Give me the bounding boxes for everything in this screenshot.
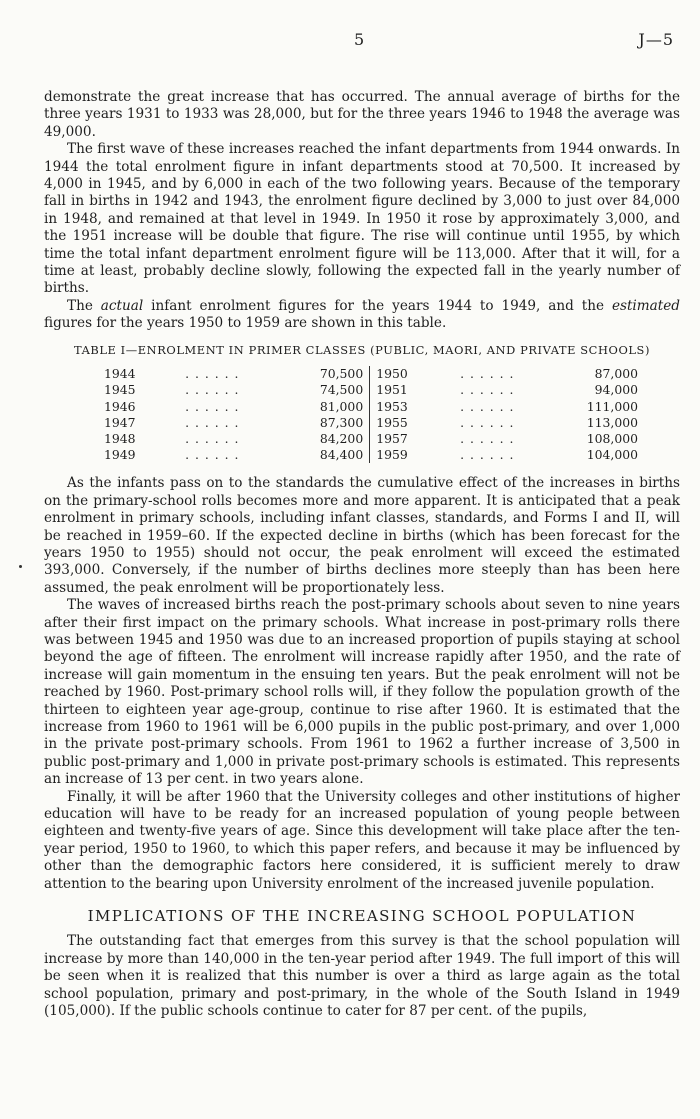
margin-mark bbox=[19, 565, 22, 568]
value-cell: 84,400 bbox=[258, 447, 370, 463]
table-row bbox=[104, 382, 644, 398]
leader-dots: . . . . . . bbox=[185, 398, 240, 414]
paragraph-4: As the infants pass on to the standards the cumulative effect of the increases in births on the primary-school rolls becomes more and more apparent. It is anticipated that a peak enrolment in primary schools, including infant classes, standards, and Forms I and II, will be reached in 1959–60. If the expected decline in births (which has been forecast for the years 1950 to 1955) should not occur, the peak enrolment will exceed the estimated 393,000. Conversely, if the number of births declines more steeply than has been here assumed, the peak enrolment will be proportionately less. bbox=[44, 475, 680, 596]
document-body bbox=[44, 89, 680, 1021]
paragraph-7: The outstanding fact that emerges from this survey is that the school population will increase by more than 140,000 in the ten-year period after 1949. The full import of this will be seen when it is realized that this number is over a third as large again as the total school population, primary and post-primary, in the whole of the South Island in 1949 (105,000). If the public schools continue to cater for 87 per cent. of the pupils, bbox=[44, 933, 680, 1020]
document-reference: J—5 bbox=[638, 30, 674, 49]
emphasis-estimated: estimated bbox=[611, 297, 680, 314]
year-cell: 1949 bbox=[104, 447, 136, 463]
leader-dots: . . . . . . bbox=[460, 447, 515, 463]
year-cell: 1946 bbox=[104, 398, 136, 414]
value-cell: 84,200 bbox=[258, 431, 370, 447]
year-cell: 1950 bbox=[376, 366, 408, 382]
value-cell: 70,500 bbox=[258, 366, 370, 382]
paragraph-3-middle: infant enrolment figures for the years 1944 to 1949, and the bbox=[143, 297, 612, 314]
value-cell: 104,000 bbox=[586, 447, 638, 463]
value-cell: 108,000 bbox=[586, 430, 638, 446]
paragraph-2: The first wave of these increases reached the infant departments from 1944 onwards. In 1944 the total enrolment figure in infant departments stood at 70,500. It increased by 4,000 in 1945, and by 6,000 in each of the two following years. Because of the temporary fall in births in 1942 and 1943, the enrolment figure declined by 3,000 to just over 84,000 in 1948, and remained at that level in 1949. In 1950 it rose by approximately 3,000, and the 1951 increase will be double that figure. The rise will continue until 1955, by which time the total infant department enrolment figure will be 113,000. After that it will, for a time at least, probably decline slowly, following the expected fall in the yearly number of births. bbox=[44, 141, 680, 297]
leader-dots: . . . . . . bbox=[460, 414, 515, 430]
year-cell: 1945 bbox=[104, 382, 136, 398]
year-cell: 1957 bbox=[376, 430, 408, 446]
value-cell: 94,000 bbox=[594, 382, 638, 398]
year-cell: 1951 bbox=[376, 382, 408, 398]
table-row bbox=[104, 399, 644, 415]
paragraph-6: Finally, it will be after 1960 that the University colleges and other institutions of higher education will have to be ready for an increased population of young people between eighteen and twenty-five years of age. Since this development will take place after the ten-year period, 1950 to 1960, to which this paper refers, and because it may be influenced by other than the demographic factors here considered, it is sufficient merely to draw attention to the bearing upon University enrolment of the increased juvenile population. bbox=[44, 788, 680, 892]
leader-dots: . . . . . . bbox=[185, 447, 240, 463]
section-heading: IMPLICATIONS OF THE INCREASING SCHOOL POPULATION bbox=[87, 907, 637, 926]
value-cell: 87,300 bbox=[258, 415, 370, 431]
year-cell: 1955 bbox=[376, 414, 408, 430]
year-cell: 1959 bbox=[376, 447, 408, 463]
table-row bbox=[104, 415, 644, 431]
year-cell: 1948 bbox=[104, 430, 136, 446]
leader-dots: . . . . . . bbox=[460, 398, 515, 414]
value-cell: 111,000 bbox=[586, 398, 638, 414]
leader-dots: . . . . . . bbox=[185, 414, 240, 430]
paragraph-1: demonstrate the great increase that has occurred. The annual average of births for the three years 1931 to 1933 was 28,000, but for the three years 1946 to 1948 the average was 49,000. bbox=[44, 89, 680, 140]
table-row bbox=[104, 431, 644, 447]
value-cell: 113,000 bbox=[586, 414, 638, 430]
paragraph-3-end: figures for the years 1950 to 1959 are shown in this table. bbox=[44, 315, 447, 332]
paragraph-5: The waves of increased births reach the post-primary schools about seven to nine years after their first impact on the primary schools. What increase in post-primary rolls there was between 1945 and 1950 was due to an increased proportion of pupils staying at school beyond the age of fifteen. The enrolment will increase rapidly after 1950, and the rate of increase will gain momentum in the ensuing ten years. But the peak enrolment will not be reached by 1960. Post-primary school rolls will, if they follow the population growth of the thirteen to eighteen year age-group, continue to rise after 1960. It is estimated that the increase from 1960 to 1961 will be 6,000 pupils in the public post-primary, and over 1,000 in the private post-primary schools. From 1961 to 1962 a further increase of 3,500 in public post-primary and 1,000 in private post-primary schools is estimated. This represents an increase of 13 per cent. in two years alone. bbox=[44, 597, 680, 788]
value-cell: 81,000 bbox=[258, 399, 370, 415]
year-cell: 1944 bbox=[104, 366, 136, 382]
leader-dots: . . . . . . bbox=[460, 366, 515, 382]
year-cell: 1953 bbox=[376, 398, 408, 414]
leader-dots: . . . . . . bbox=[185, 366, 240, 382]
table-row bbox=[104, 447, 644, 463]
leader-dots: . . . . . . bbox=[460, 430, 515, 446]
leader-dots: . . . . . . bbox=[185, 430, 240, 446]
value-cell: 87,000 bbox=[594, 366, 638, 382]
leader-dots: . . . . . . bbox=[460, 382, 515, 398]
leader-dots: . . . . . . bbox=[185, 382, 240, 398]
year-cell: 1947 bbox=[104, 414, 136, 430]
enrolment-table bbox=[104, 366, 644, 463]
paragraph-3-start: The bbox=[67, 297, 101, 314]
paragraph-3 bbox=[44, 298, 680, 333]
value-cell: 74,500 bbox=[258, 382, 370, 398]
table-row bbox=[104, 366, 644, 382]
page-number: 5 bbox=[354, 30, 366, 49]
emphasis-actual: actual bbox=[100, 297, 144, 314]
table-caption: TABLE I—ENROLMENT IN PRIMER CLASSES (PUBLIC, MAORI, AND PRIVATE SCHOOLS) bbox=[74, 342, 650, 357]
